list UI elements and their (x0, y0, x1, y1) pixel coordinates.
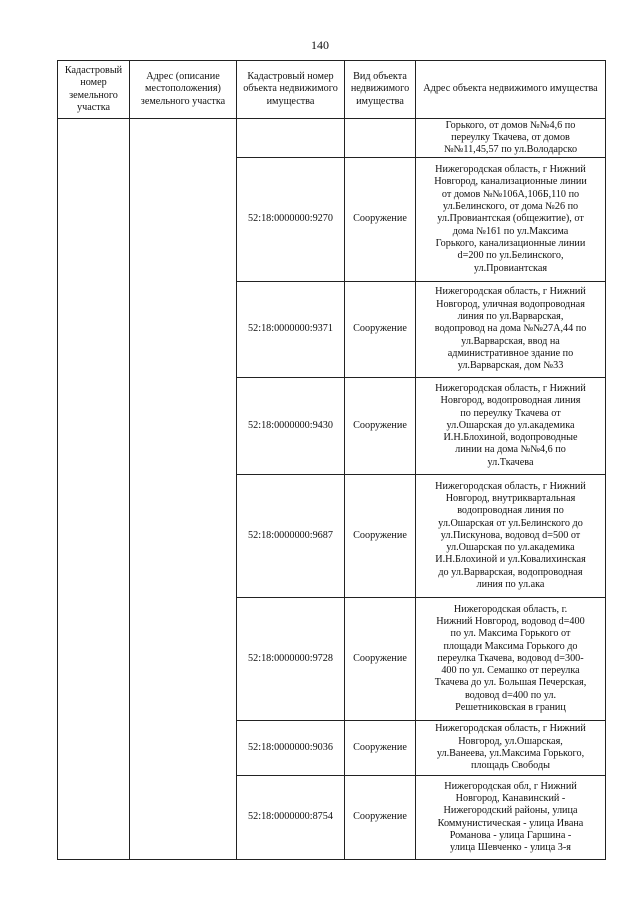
object-cadastral-cell: 52:18:0000000:9371 (237, 282, 345, 378)
header-land-cadastral: Кадастровый номер земельного участка (58, 61, 130, 119)
object-cadastral-cell: 52:18:0000000:9687 (237, 475, 345, 598)
object-address-cell: Нижегородская область, г. Нижний Новгород, водовод d=400 по ул. Максима Горького от площади Максима Горького до переулка Ткачева, водовод d=300- 400 по ул. Семашко от переулка Ткачева до ул. Большая Печерская, водовод d=400 по ул. Решетниковская в границ (416, 598, 606, 721)
object-address-cell: Нижегородская область, г Нижний Новгород, внутриквартальная водопроводная линия по ул.Ошарская от ул.Белинского до ул.Пискунова, водовод d=500 от ул.Ошарская по ул.академика И.Н.Блохиной и ул.Ковалихинская до ул.Варварская, водопроводная линия по ул.ака (416, 475, 606, 598)
header-row (58, 61, 606, 119)
table-row (58, 119, 606, 158)
object-type-cell: Сооружение (345, 282, 416, 378)
land-cadastral-cell (58, 119, 130, 860)
object-type-cell: Сооружение (345, 721, 416, 776)
object-type-cell: Сооружение (345, 158, 416, 282)
object-address-cell: Нижегородская область, г Нижний Новгород, водопроводная линия по переулку Ткачева от ул.Ошарская до ул.академика И.Н.Блохиной, водопроводные линии на дома №№4,6 по ул.Ткачева (416, 378, 606, 475)
property-table (57, 60, 606, 860)
object-address-cell: Нижегородская область, г Нижний Новгород, канализационные линии от домов №№106А,106Б,110 по ул.Белинского, от дома №26 по ул.Провиантская (общежитие), от дома №161 по ул.Максима Горького, канализационные линии d=200 по ул.Белинского, ул.Провиантская (416, 158, 606, 282)
header-object-cadastral: Кадастровый номер объекта недвижимого имущества (237, 61, 345, 119)
object-cadastral-cell: 52:18:0000000:9430 (237, 378, 345, 475)
header-land-address: Адрес (описание местоположения) земельного участка (130, 61, 237, 119)
object-cadastral-cell: 52:18:0000000:8754 (237, 776, 345, 860)
object-type-cell: Сооружение (345, 475, 416, 598)
object-address-cell: Нижегородская область, г Нижний Новгород, ул.Ошарская, ул.Ванеева, ул.Максима Горького, площадь Свободы (416, 721, 606, 776)
object-cadastral-cell: 52:18:0000000:9728 (237, 598, 345, 721)
header-object-type: Вид объекта недвижимого имущества (345, 61, 416, 119)
page-number: 140 (311, 38, 329, 52)
object-address-cell: Нижегородская обл, г Нижний Новгород, Канавинский - Нижегородский районы, улица Коммунистическая - улица Ивана Романова - улица Гаршина - улица Шевченко - улица 3-я (416, 776, 606, 860)
object-cadastral-cell: 52:18:0000000:9036 (237, 721, 345, 776)
object-type-cell (345, 119, 416, 158)
object-cadastral-cell: 52:18:0000000:9270 (237, 158, 345, 282)
land-address-cell (130, 119, 237, 860)
object-type-cell: Сооружение (345, 378, 416, 475)
header-object-address: Адрес объекта недвижимого имущества (416, 61, 606, 119)
object-address-cell: Горького, от домов №№4,6 по переулку Ткачева, от домов №№11,45,57 по ул.Володарско (416, 119, 606, 158)
object-cadastral-cell (237, 119, 345, 158)
object-address-cell: Нижегородская область, г Нижний Новгород, уличная водопроводная линия по ул.Варварская, водопровод на дома №№27А,44 по ул.Варварская, ввод на административное здание по ул.Варварская, дом №33 (416, 282, 606, 378)
object-type-cell: Сооружение (345, 598, 416, 721)
object-type-cell: Сооружение (345, 776, 416, 860)
